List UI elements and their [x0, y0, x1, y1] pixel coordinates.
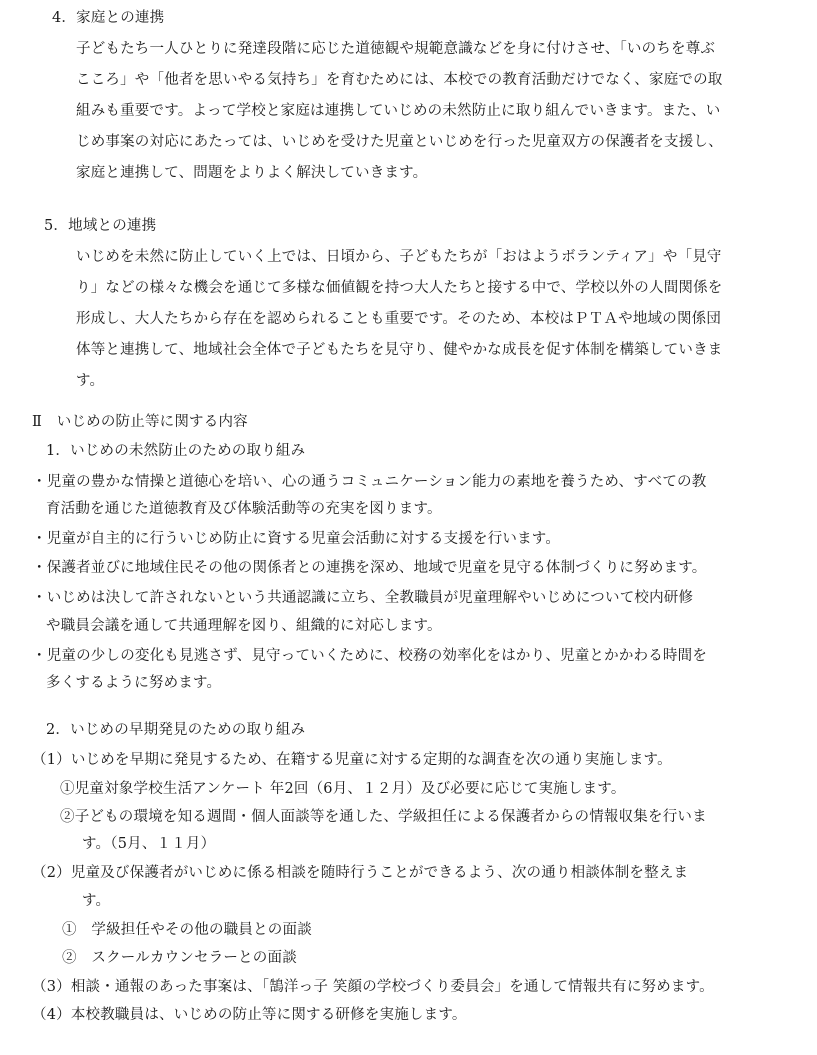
section-5-line: 体等と連携して、地域社会全体で子どもたちを見守り、健やかな成長を促す体制を構築していきま [76, 342, 723, 358]
numbered-item: （4）本校教職員は、いじめの防止等に関する研修を実施します。 [32, 1007, 467, 1023]
section-5-line: り」などの様々な機会を通じて多様な価値観を持つ大人たちと接する中で、学校以外の人間関係を [76, 280, 723, 296]
item-continuation: す。（5月、１１月） [82, 836, 216, 852]
section-4-heading: 4．家庭との連携 [52, 10, 165, 26]
circled-item: ②子どもの環境を知る週間・個人面談等を通した、学級担任による保護者からの情報収集を行いま [60, 809, 707, 825]
section-4-line: こころ」や「他者を思いやる気持ち」を育むためには、本校での教育活動だけでなく、家庭での取 [76, 72, 723, 88]
circled-item: ② スクールカウンセラーとの面談 [62, 950, 297, 966]
subsection-1-heading: 1．いじめの未然防止のための取り組み [46, 443, 306, 459]
numbered-item: （1）いじめを早期に発見するため、在籍する児童に対する定期的な調査を次の通り実施します。 [32, 752, 672, 768]
bullet-continuation: や職員会議を通して共通理解を図り、組織的に対応します。 [46, 618, 442, 634]
bullet-item: ・児童が自主的に行ういじめ防止に資する児童会活動に対する支援を行います。 [32, 531, 561, 547]
section-4-line: じめ事案の対応にあたっては、いじめを受けた児童といじめを行った児童双方の保護者を支援し、 [76, 134, 723, 150]
bullet-continuation: 多くするように努めます。 [46, 675, 222, 691]
section-4-line: 組みも重要です。よって学校と家庭は連携していじめの未然防止に取り組んでいきます。また、い [76, 103, 721, 119]
section-5-line: す。 [76, 373, 105, 389]
bullet-item: ・児童の少しの変化も見逃さず、見守っていくために、校務の効率化をはかり、児童とかかわる時間を [32, 648, 708, 664]
bullet-item: ・いじめは決して許されないという共通認識に立ち、全教職員が児童理解やいじめについて校内研修 [32, 590, 694, 606]
section-4-line: 子どもたち一人ひとりに発達段階に応じた道徳観や規範意識などを身に付けさせ、「いのちを尊ぶ [76, 41, 716, 57]
bullet-continuation: 育活動を通じた道徳教育及び体験活動等の充実を図ります。 [46, 501, 442, 517]
numbered-item: （2）児童及び保護者がいじめに係る相談を随時行うことができるよう、次の通り相談体制を整えま [32, 865, 689, 881]
numbered-item: （3）相談・通報のあった事案は、「鵠洋っ子 笑顔の学校づくり委員会」を通して情報共有に努めます。 [32, 979, 714, 995]
section-5-line: 形成し、大人たちから存在を認められることも重要です。そのため、本校はＰＴＡや地域の関係団 [76, 311, 722, 327]
bullet-item: ・保護者並びに地域住民その他の関係者との連携を深め、地域で児童を見守る体制づくりに努めます。 [32, 560, 707, 576]
circled-item: ①児童対象学校生活アンケート 年2回（6月、１２月）及び必要に応じて実施します。 [60, 781, 626, 797]
circled-item: ① 学級担任やその他の職員との面談 [62, 922, 312, 938]
section-4-line: 家庭と連携して、問題をよりよく解決していきます。 [76, 165, 428, 181]
bullet-item: ・児童の豊かな情操と道徳心を培い、心の通うコミュニケーション能力の素地を養うため、すべての教 [32, 474, 707, 490]
subsection-2-heading: 2．いじめの早期発見のための取り組み [46, 722, 306, 738]
item-continuation: す。 [82, 893, 111, 909]
section-5-heading: 5．地域との連携 [44, 218, 157, 234]
part-2-heading: Ⅱ いじめの防止等に関する内容 [32, 414, 248, 430]
section-5-line: いじめを未然に防止していく上では、日頃から、子どもたちが「おはようボランティア」や「見守 [76, 249, 722, 265]
